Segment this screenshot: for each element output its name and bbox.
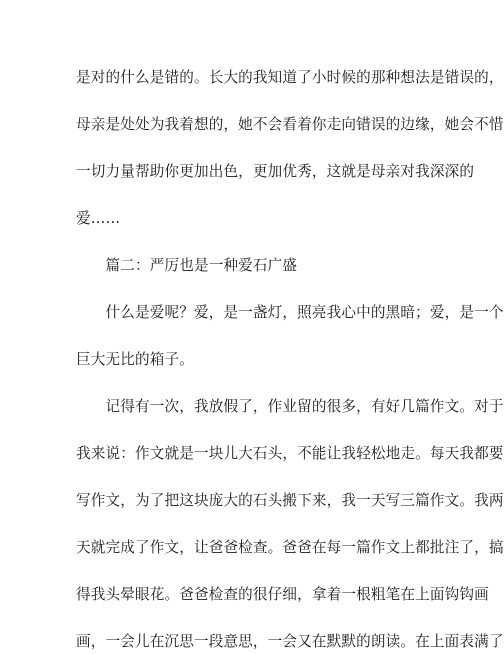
text-line: 什么是爱呢？爱，是一盏灯，照亮我心中的黑暗；爱，是一个 bbox=[76, 304, 504, 321]
text-line: 是对的什么是错的。长大的我知道了小时候的那种想法是错误的， bbox=[76, 69, 504, 86]
text-line: 天就完成了作文，让爸爸检查。爸爸在每一篇作文上都批注了，搞 bbox=[76, 539, 504, 556]
text-line: 得我头晕眼花。爸爸检查的很仔细，拿着一根粗笔在上面钩钩画 bbox=[76, 586, 489, 603]
text-line: 我来说：作文就是一块儿大石头，不能让我轻松地走。每天我都要 bbox=[76, 445, 504, 462]
text-line: 巨大无比的箱子。 bbox=[76, 351, 194, 368]
text-line: 写作文，为了把这块庞大的石头搬下来，我一天写三篇作文。我两 bbox=[76, 492, 504, 509]
text-line: 一切力量帮助你更加出色，更加优秀，这就是母亲对我深深的 bbox=[76, 163, 475, 180]
section-heading: 篇二：严厉也是一种爱石广盛 bbox=[76, 257, 298, 274]
text-line: 爱…… bbox=[76, 210, 121, 227]
text-line: 记得有一次，我放假了，作业留的很多，有好几篇作文。对于 bbox=[76, 398, 504, 415]
text-line: 画，一会儿在沉思一段意思，一会又在默默的朗读。在上面表满了 bbox=[76, 633, 504, 650]
document-body bbox=[76, 66, 504, 654]
text-line: 母亲是处处为我着想的，她不会看着你走向错误的边缘，她会不惜 bbox=[76, 116, 504, 133]
